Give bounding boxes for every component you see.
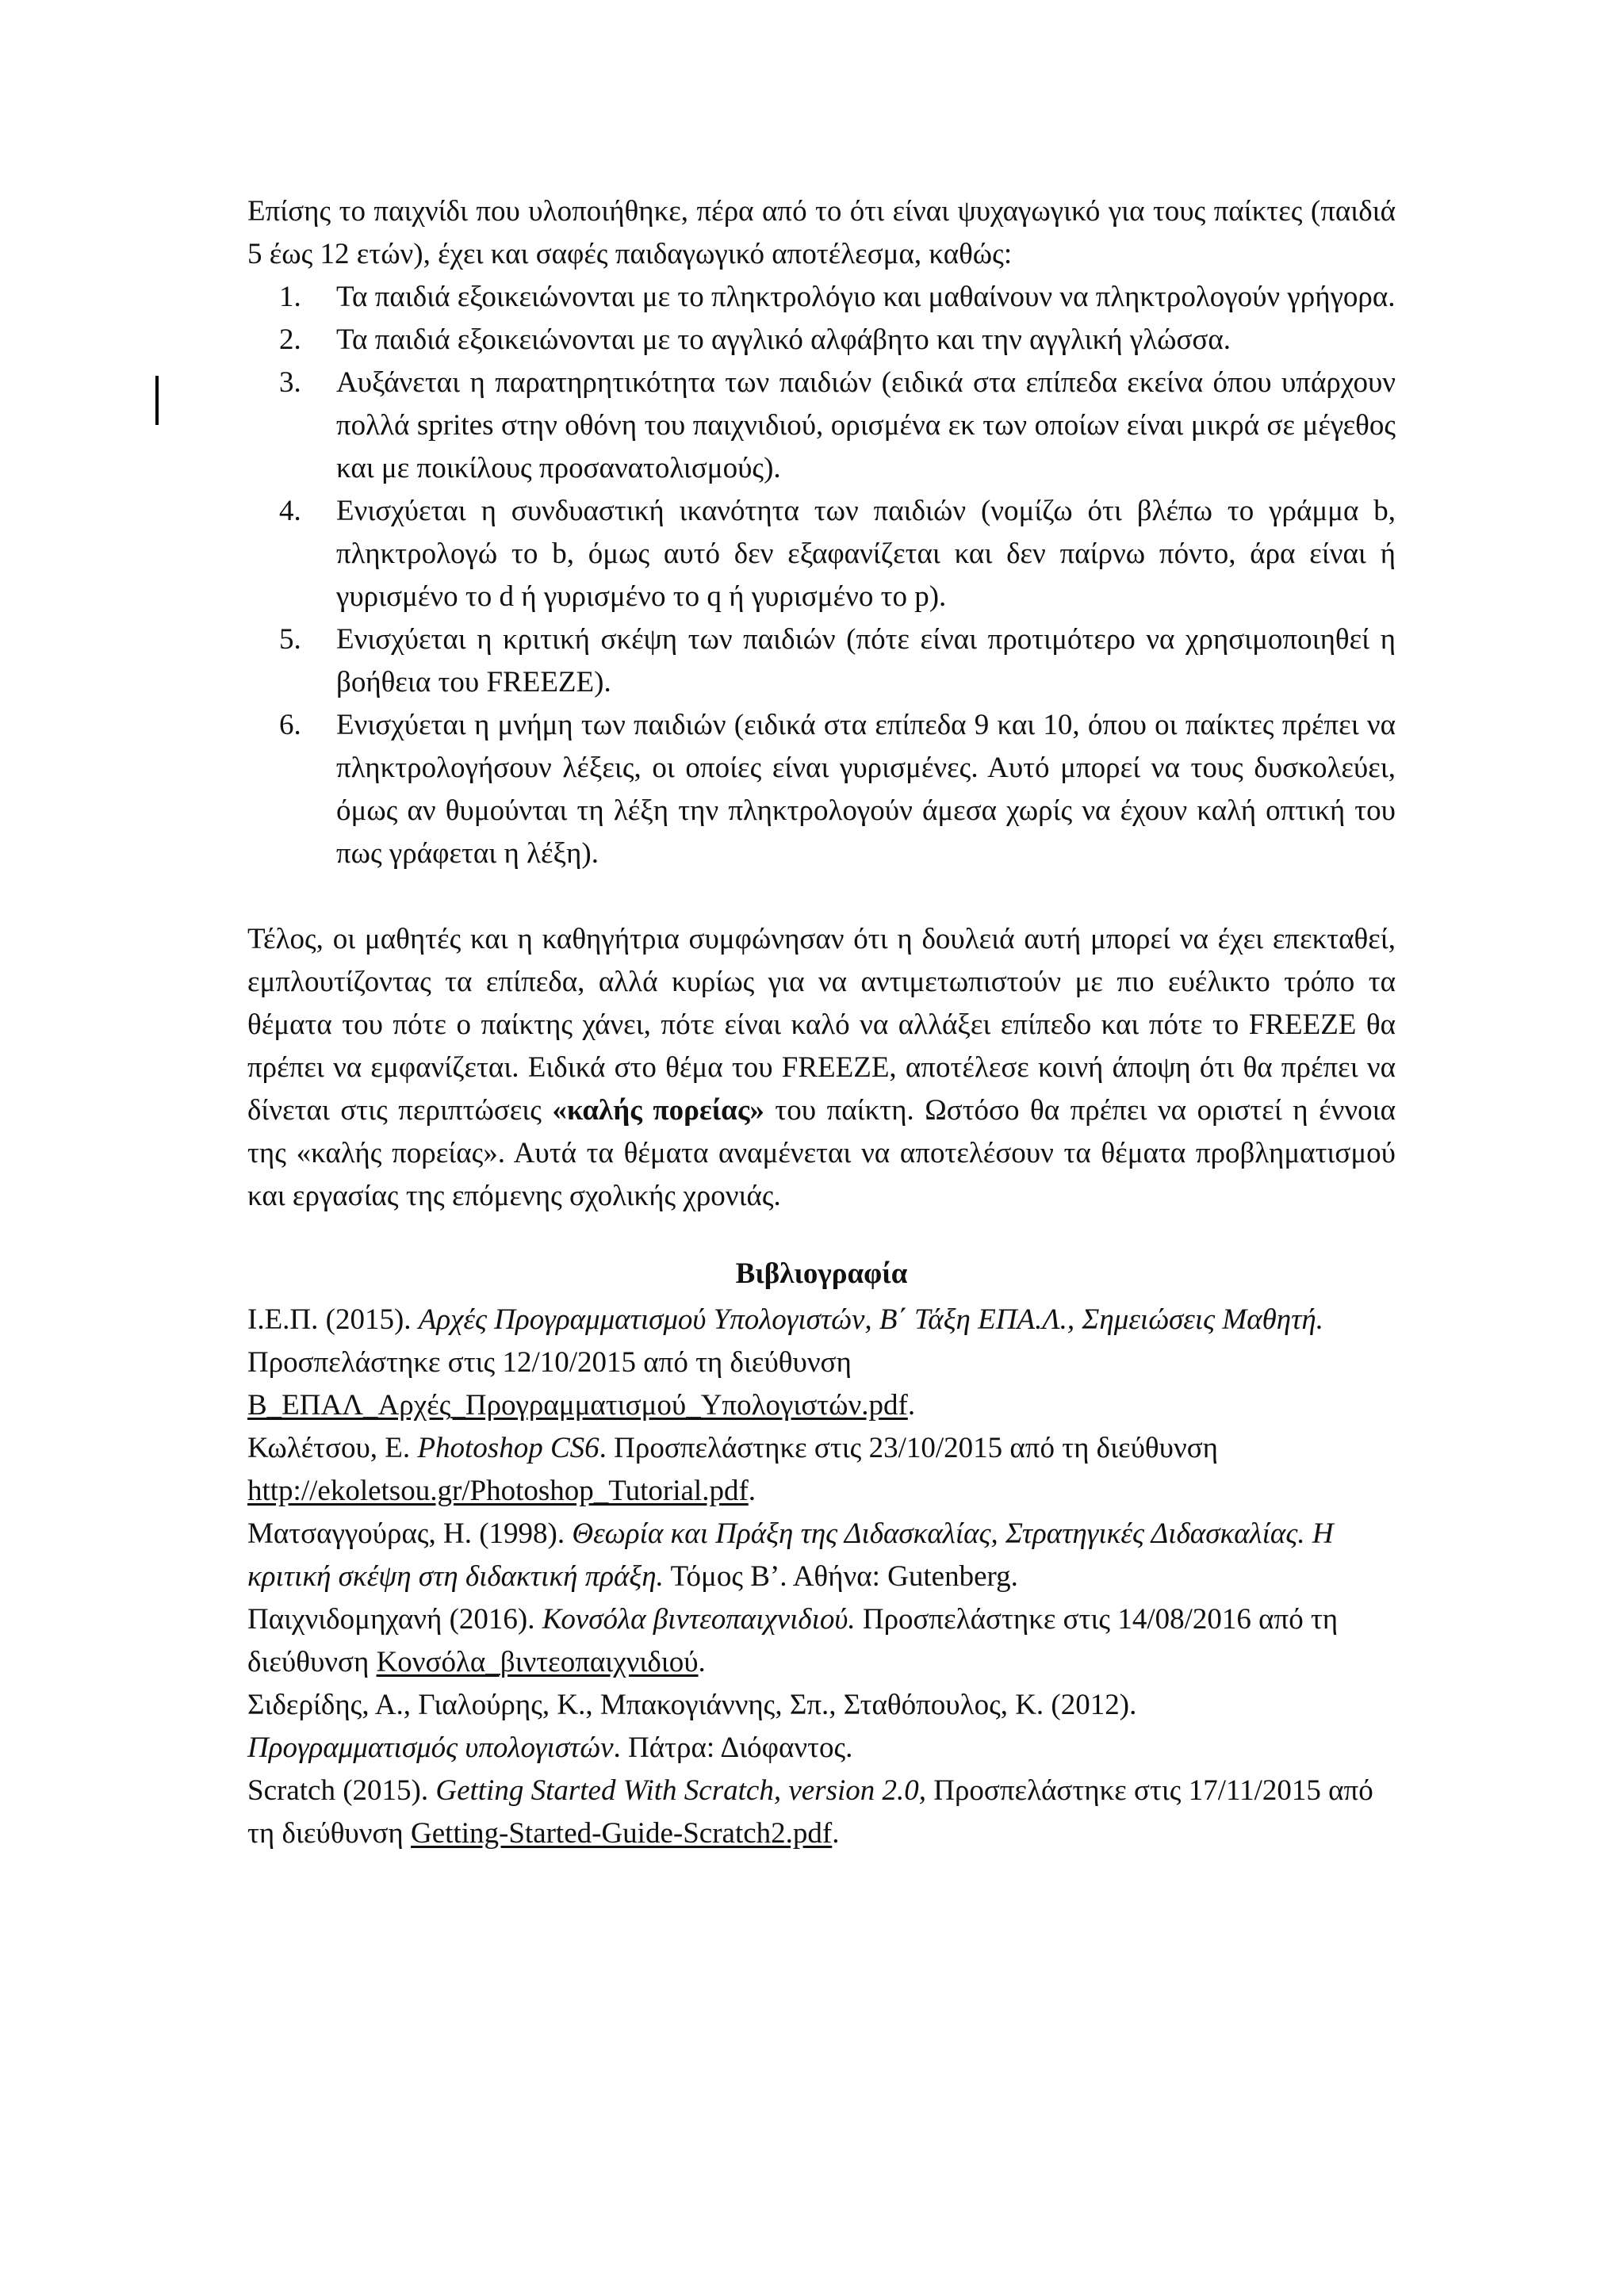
list-item — [247, 490, 1396, 618]
intro-paragraph: Επίσης το παιχνίδι που υλοποιήθηκε, πέρα από το ότι είναι ψυχαγωγικό για τους παίκτες (παιδιά 5 έως 12 ετών), έχει και σαφές παιδαγωγικό αποτέλεσμα, καθώς: — [247, 195, 1396, 270]
list-item-text: Ενισχύεται η μνήμη των παιδιών (ειδικά στα επίπεδα 9 και 10, όπου οι παίκτες πρέπει να πληκτρολογήσουν λέξεις, οι οποίες είναι γυρισμένες. Αυτό μπορεί να τους δυσκολεύει, όμως αν θυμούνται τη λέξη την πληκτρολογούν άμεσα χωρίς να έχουν καλή οπτική του πως γράφεται η λέξη). — [336, 709, 1396, 870]
bibliography-entry — [247, 1427, 1396, 1513]
bib-author: Ι.Ε.Π. (2015). — [247, 1303, 419, 1336]
bib-rest: . Πάτρα: Διόφαντος. — [613, 1732, 853, 1764]
text-cursor-mark — [155, 376, 159, 425]
bib-end: . — [907, 1389, 916, 1422]
bib-author: Ματσαγγούρας, Η. (1998). — [247, 1517, 573, 1550]
conclusion-bold-phrase: «καλής πορείας» — [552, 1094, 764, 1127]
bib-title: Getting Started With Scratch, version 2.0, — [435, 1774, 926, 1807]
bibliography-entry — [247, 1770, 1396, 1855]
bib-end: . — [748, 1475, 756, 1507]
list-item-text: Τα παιδιά εξοικειώνονται με το αγγλικό αλφάβητο και την αγγλική γλώσσα. — [336, 323, 1231, 356]
bibliography-list — [247, 1299, 1396, 1855]
list-item-number: 1. — [279, 281, 301, 313]
list-item-text: Ενισχύεται η συνδυαστική ικανότητα των παιδιών (νομίζω ότι βλέπω το γράμμα b, πληκτρολογώ το b, όμως αυτό δεν εξαφανίζεται και δεν παίρνω πόντο, άρα είναι ή γυρισμένο το d ή γυρισμένο το q ή γυρισμένο το p). — [336, 495, 1396, 613]
bib-title: Προγραμματισμός υπολογιστών — [247, 1732, 614, 1764]
bib-end: . — [698, 1646, 706, 1678]
list-item — [247, 618, 1396, 704]
list-item-number: 5. — [279, 623, 301, 656]
bibliography-entry — [247, 1513, 1396, 1598]
list-item — [247, 276, 1396, 319]
bib-title: Αρχές Προγραμματισμού Υπολογιστών, Β΄ Τάξη ΕΠΑ.Λ., Σημειώσεις Μαθητή. — [418, 1303, 1323, 1336]
bib-end: . — [832, 1817, 840, 1850]
bibliography-entry — [247, 1299, 1396, 1427]
bib-access: Προσπελάστηκε στις 14/08/2016 από τη διεύθυνση — [247, 1603, 1339, 1678]
bib-author: Παιχνιδομηχανή (2016). — [247, 1603, 542, 1636]
bib-author: Scratch (2015). — [247, 1774, 436, 1807]
bib-access: . Προσπελάστηκε στις 23/10/2015 από τη διεύθυνση — [599, 1432, 1218, 1464]
bibliography-entry — [247, 1598, 1396, 1684]
list-item — [247, 704, 1396, 875]
list-item-text: Αυξάνεται η παρατηρητικότητα των παιδιών (ειδικά στα επίπεδα εκείνα όπου υπάρχουν πολλά sprites στην οθόνη του παιχνιδιού, ορισμένα εκ των οποίων είναι μικρά σε μέγεθος και με ποικίλους προσανατολισμούς). — [336, 366, 1396, 484]
bibliography-entry — [247, 1684, 1396, 1770]
list-item-text: Ενισχύεται η κριτική σκέψη των παιδιών (πότε είναι προτιμότερο να χρησιμοποιηθεί η βοήθεια του FREEZE). — [336, 623, 1396, 698]
conclusion-text: Τέλος, οι μαθητές και η καθηγήτρια συμφώνησαν ότι η δουλειά αυτή μπορεί να έχει επεκταθεί, εμπλουτίζοντας τα επίπεδα, αλλά κυρίως για να αντιμετωπιστούν με πιο ευέλικτο τρόπο τα θέματα του πότε ο παίκτης χάνει, πότε είναι καλό να αλλάξει επίπεδο και πότε το FREEZE θα πρέπει να εμφανίζεται. Ειδικά στο θέμα του FREEZE, αποτέλεσε κοινή άποψη ότι θα πρέπει να δίνεται στις περιπτώσεις — [247, 923, 1396, 1127]
bib-link[interactable]: Getting-Started-Guide-Scratch2.pdf — [411, 1817, 833, 1850]
bib-access: Προσπελάστηκε στις 17/11/2015 από τη διεύθυνση — [247, 1774, 1373, 1850]
list-item — [247, 319, 1396, 362]
bib-title: Κονσόλα βιντεοπαιχνιδιού. — [542, 1603, 856, 1636]
list-item-number: 2. — [279, 323, 301, 356]
bib-author: Κωλέτσου, Ε. — [247, 1432, 418, 1464]
list-item-number: 6. — [279, 709, 301, 741]
bib-access: Προσπελάστηκε στις 12/10/2015 από τη διεύθυνση — [247, 1346, 852, 1379]
bibliography-heading: Βιβλιογραφία — [735, 1257, 908, 1290]
list-item-number: 3. — [279, 366, 301, 399]
bib-title: Θεωρία και Πράξη της Διδασκαλίας, Στρατηγικές Διδασκαλίας. Η κριτική σκέψη στη διδακτική πράξη. — [247, 1517, 1334, 1593]
bib-link[interactable]: http://ekoletsou.gr/Photoshop_Tutorial.pdf — [247, 1475, 749, 1507]
outcomes-list — [247, 276, 1396, 875]
list-item-number: 4. — [279, 495, 301, 527]
conclusion-paragraph — [247, 918, 1396, 1218]
bib-link[interactable]: Κονσόλα_βιντεοπαιχνιδιού — [376, 1646, 699, 1678]
list-item-text: Τα παιδιά εξοικειώνονται με το πληκτρολόγιο και μαθαίνουν να πληκτρολογούν γρήγορα. — [336, 281, 1396, 313]
bib-author: Σιδερίδης, Α., Γιαλούρης, Κ., Μπακογιάννης, Σπ., Σταθόπουλος, Κ. (2012). — [247, 1689, 1137, 1721]
document-body — [247, 190, 1396, 1855]
bib-rest: Τόμος Β’. Αθήνα: Gutenberg. — [663, 1560, 1018, 1593]
bib-title: Photoshop CS6 — [417, 1432, 599, 1464]
list-item — [247, 362, 1396, 490]
conclusion-text-end: του παίκτη. Ωστόσο θα πρέπει να οριστεί η έννοια της «καλής πορείας». Αυτά τα θέματα αναμένεται να αποτελέσουν τα θέματα προβληματισμού και εργασίας της επόμενης σχολικής χρονιάς. — [247, 1094, 1396, 1212]
bib-link[interactable]: Β_ΕΠΑΛ_Αρχές_Προγραμματισμού_Υπολογιστών.pdf — [247, 1389, 908, 1422]
